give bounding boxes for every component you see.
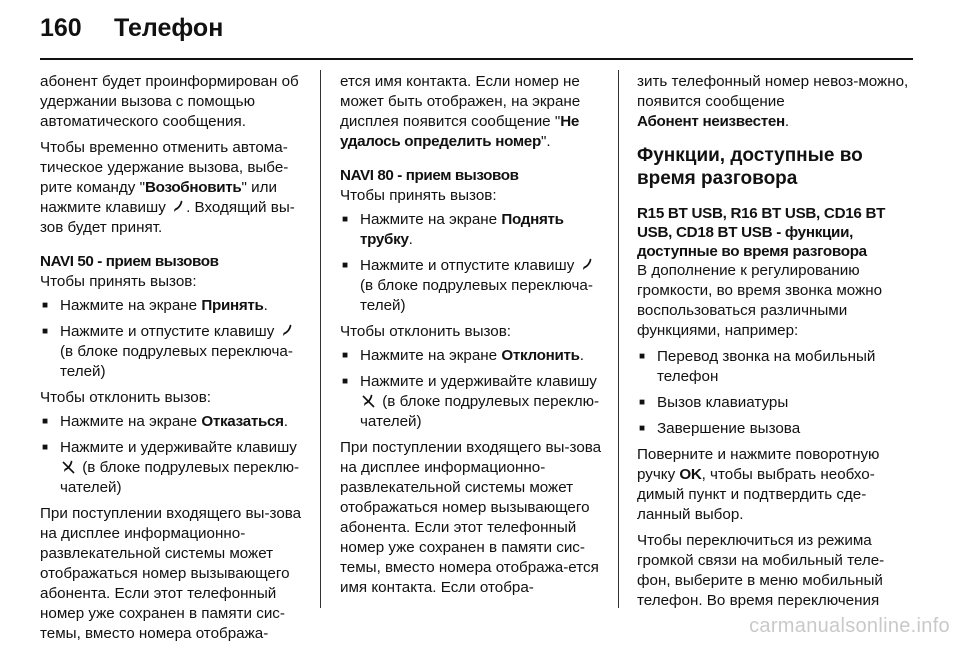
page-header <box>40 14 223 54</box>
heading-navi50: NAVI 50 - прием вызовов <box>40 253 219 270</box>
list-item: ■ Нажмите на экране Принять. <box>42 297 268 314</box>
paragraph: Поверните и нажмите поворотную ручку OK, чтобы выбрать необхо-димый пункт и подтвердить сде-ланный выбор. <box>637 446 880 523</box>
bullet-icon: ■ <box>42 326 49 337</box>
phone-answer-icon <box>581 258 593 271</box>
list-item: ■ Нажмите на экране Отклонить. <box>342 347 584 364</box>
paragraph: Чтобы принять вызов: <box>340 187 497 204</box>
list-item: ■ Вызов клавиатуры <box>639 394 789 411</box>
bullet-icon: ■ <box>639 351 646 362</box>
bullet-icon: ■ <box>639 423 646 434</box>
paragraph: При поступлении входящего вы-зова на дисплее информационно-развлекательной системы может отображаться номер вызывающего абонента. Если этот телефонный номер уже сохранен в памяти сис-темы, вместо номера отобража- <box>40 505 302 642</box>
phone-hangup-icon <box>62 460 76 474</box>
list-item: ■ Нажмите на экране Отказаться. <box>42 413 288 430</box>
list-item: ■ Нажмите и удерживайте клавишу (в блоке подрулевых переклю-чателей) <box>342 373 600 430</box>
list-item: ■ Нажмите и отпустите клавишу (в блоке подрулевых переключа-телей) <box>42 323 293 380</box>
bullet-icon: ■ <box>42 416 49 427</box>
command-label: Отказаться <box>201 413 284 430</box>
bullet-icon: ■ <box>342 260 349 271</box>
column-divider <box>320 70 321 608</box>
page-number: 160 <box>40 14 82 42</box>
paragraph: При поступлении входящего вы-зова на дисплее информационно-развлекательной системы может отображаться номер вызывающего абонента. Если этот телефонный номер уже сохранен в памяти сис-темы, вместо номера отобража-ется имя контакта. Если отобра- <box>340 439 602 596</box>
message-label: Абонент неизвестен <box>637 113 785 130</box>
heading-navi80: NAVI 80 - прием вызовов <box>340 167 519 184</box>
paragraph: зить телефонный номер невоз-можно, появится сообщение Абонент неизвестен. <box>637 73 909 130</box>
phone-hangup-icon <box>362 394 376 408</box>
paragraph: Чтобы принять вызов: <box>40 273 197 290</box>
paragraph: В дополнение к регулированию громкости, во время звонка можно воспользоваться различными функциями, например: <box>637 262 883 339</box>
ok-knob-label: OK <box>679 466 702 483</box>
subheading-models: R15 BT USB, R16 BT USB, CD16 BT USB, CD18 BT USB - функции, доступные во время разговора <box>637 205 886 260</box>
bullet-icon: ■ <box>342 376 349 387</box>
phone-answer-icon <box>281 324 293 337</box>
watermark: carmanualsonline.info <box>749 615 950 637</box>
column-divider <box>618 70 619 608</box>
bullet-icon: ■ <box>42 300 49 311</box>
phone-answer-icon <box>172 200 184 213</box>
column-3 <box>637 72 913 617</box>
command-label: Возобновить <box>145 179 242 196</box>
heading-call-functions: Функции, доступные во время разговора <box>637 145 863 189</box>
command-label: Поднять трубку <box>360 211 564 248</box>
paragraph: Чтобы отклонить вызов: <box>340 323 512 340</box>
paragraph: Чтобы временно отменить автома-тическое удержание вызова, выбе-рите команду "Возобновить" или нажмите клавишу . Входящий вы-зов будет принят. <box>40 139 295 236</box>
column-1 <box>40 72 310 650</box>
paragraph: Чтобы отклонить вызов: <box>40 389 212 406</box>
header-rule <box>40 58 913 60</box>
paragraph: ется имя контакта. Если номер не может быть отображен, на экране дисплея появится сообщение "Не удалось определить номер". <box>340 73 581 150</box>
bullet-icon: ■ <box>342 350 349 361</box>
list-item: ■ Перевод звонка на мобильный телефон <box>639 348 876 385</box>
paragraph: абонент будет проинформирован об удержании вызова с помощью автоматического сообщения. <box>40 73 299 130</box>
bullet-icon: ■ <box>42 442 49 453</box>
list-item: ■ Нажмите на экране Поднять трубку. <box>342 211 564 248</box>
bullet-icon: ■ <box>639 397 646 408</box>
paragraph: Чтобы переключиться из режима громкой связи на мобильный теле-фон, выберите в меню мобильный телефон. Во время переключения <box>637 532 885 609</box>
command-label: Отклонить <box>501 347 580 364</box>
column-2 <box>340 72 606 604</box>
list-item: ■ Нажмите и отпустите клавишу (в блоке подрулевых переключа-телей) <box>342 257 593 314</box>
list-item: ■ Нажмите и удерживайте клавишу (в блоке подрулевых переклю-чателей) <box>42 439 300 496</box>
section-title: Телефон <box>114 14 224 42</box>
list-item: ■ Завершение вызова <box>639 420 801 437</box>
message-label: Не удалось определить номер <box>340 113 580 150</box>
command-label: Принять <box>201 297 264 314</box>
bullet-icon: ■ <box>342 214 349 225</box>
